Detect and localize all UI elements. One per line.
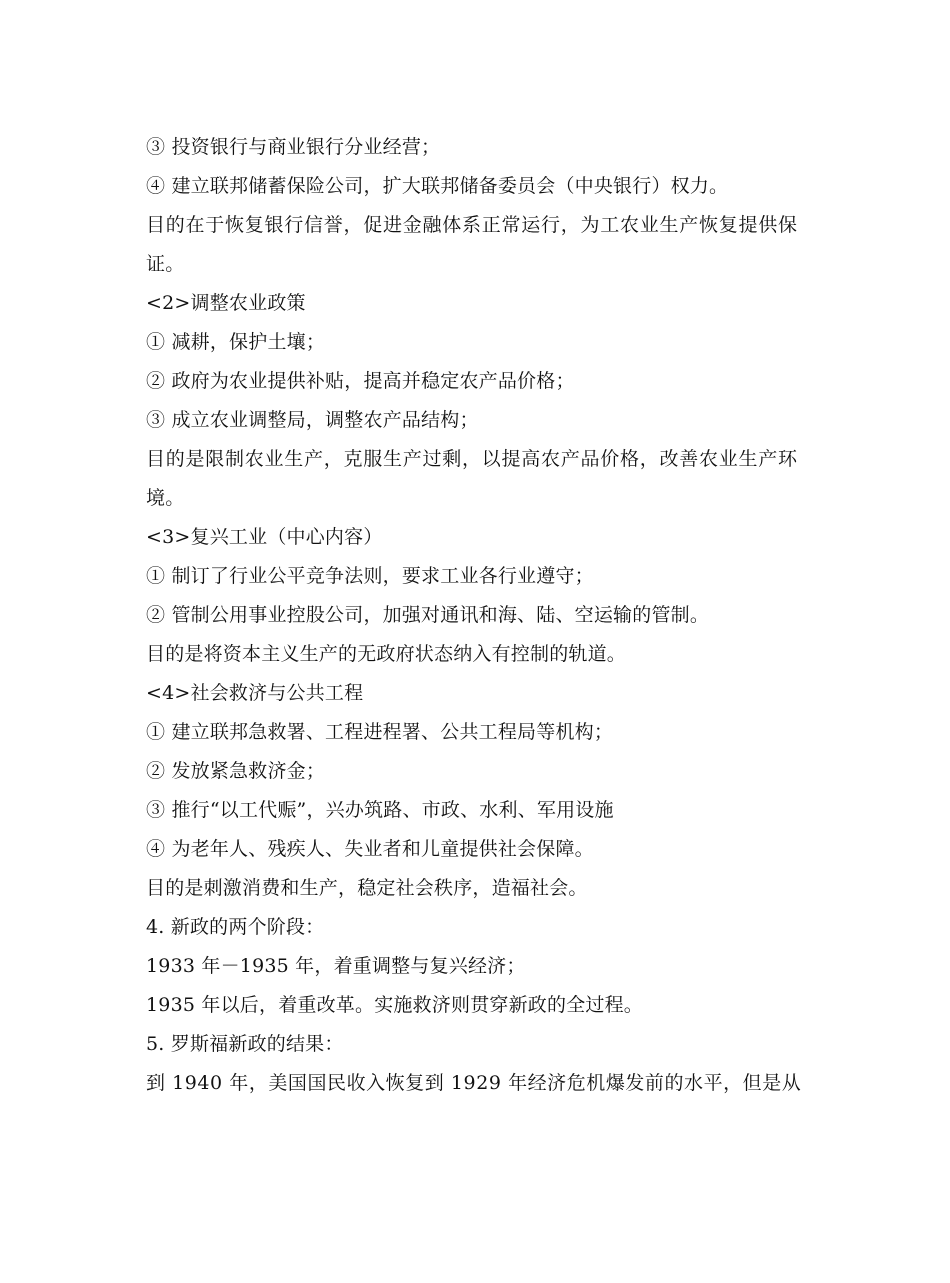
paragraph-banking-purpose-line-1: 目的在于恢复银行信誉，促进金融体系正常运行，为工农业生产恢复提供保: [146, 214, 798, 236]
paragraph-results: 到 1940 年，美国国民收入恢复到 1929 年经济危机爆发前的水平，但是从: [146, 1072, 802, 1094]
paragraph-relief-purpose: 目的是刺激消费和生产，稳定社会秩序，造福社会。: [146, 877, 588, 899]
paragraph-agriculture-purpose-line-2: 境。: [146, 487, 185, 509]
section-heading-agriculture: <2>调整农业政策: [146, 292, 306, 314]
paragraph-industry-purpose: 目的是将资本主义生产的无政府状态纳入有控制的轨道。: [146, 643, 627, 665]
list-item-2-utility-control: ② 管制公用事业控股公司，加强对通讯和海、陆、空运输的管制。: [146, 604, 710, 626]
list-item-2-emergency-funds: ② 发放紧急救济金；: [146, 760, 326, 782]
list-item-3-work-relief: ③ 推行“以工代赈”，兴办筑路、市政、水利、军用设施: [146, 799, 614, 821]
section-heading-industry: <3>复兴工业（中心内容）: [146, 526, 383, 548]
list-item-1-fair-competition: ① 制订了行业公平竞争法则，要求工业各行业遵守；: [146, 565, 594, 587]
document-body: [146, 128, 811, 1103]
list-item-3-bank-separation: ③ 投资银行与商业银行分业经营；: [146, 136, 441, 158]
list-item-1-reduce-farming: ① 减耕，保护土壤；: [146, 331, 326, 353]
list-item-4-deposit-insurance: ④ 建立联邦储蓄保险公司，扩大联邦储备委员会（中央银行）权力。: [146, 175, 729, 197]
stage-after-1935: 1935 年以后，着重改革。实施救济则贯穿新政的全过程。: [146, 994, 643, 1016]
paragraph-agriculture-purpose-line-1: 目的是限制农业生产，克服生产过剩，以提高农产品价格，改善农业生产环: [146, 448, 798, 470]
list-item-1-relief-agencies: ① 建立联邦急救署、工程进程署、公共工程局等机构；: [146, 721, 614, 743]
section-heading-two-stages: 4. 新政的两个阶段：: [146, 916, 325, 938]
stage-1933-1935: 1933 年－1935 年，着重调整与复兴经济；: [146, 955, 526, 977]
paragraph-banking-purpose-line-2: 证。: [146, 253, 185, 275]
section-heading-results: 5. 罗斯福新政的结果：: [146, 1033, 344, 1055]
list-item-3-adjustment-bureau: ③ 成立农业调整局，调整农产品结构；: [146, 409, 479, 431]
section-heading-relief: <4>社会救济与公共工程: [146, 682, 364, 704]
list-item-4-social-security: ④ 为老年人、残疾人、失业者和儿童提供社会保障。: [146, 838, 594, 860]
list-item-2-subsidies: ② 政府为农业提供补贴，提高并稳定农产品价格；: [146, 370, 575, 392]
